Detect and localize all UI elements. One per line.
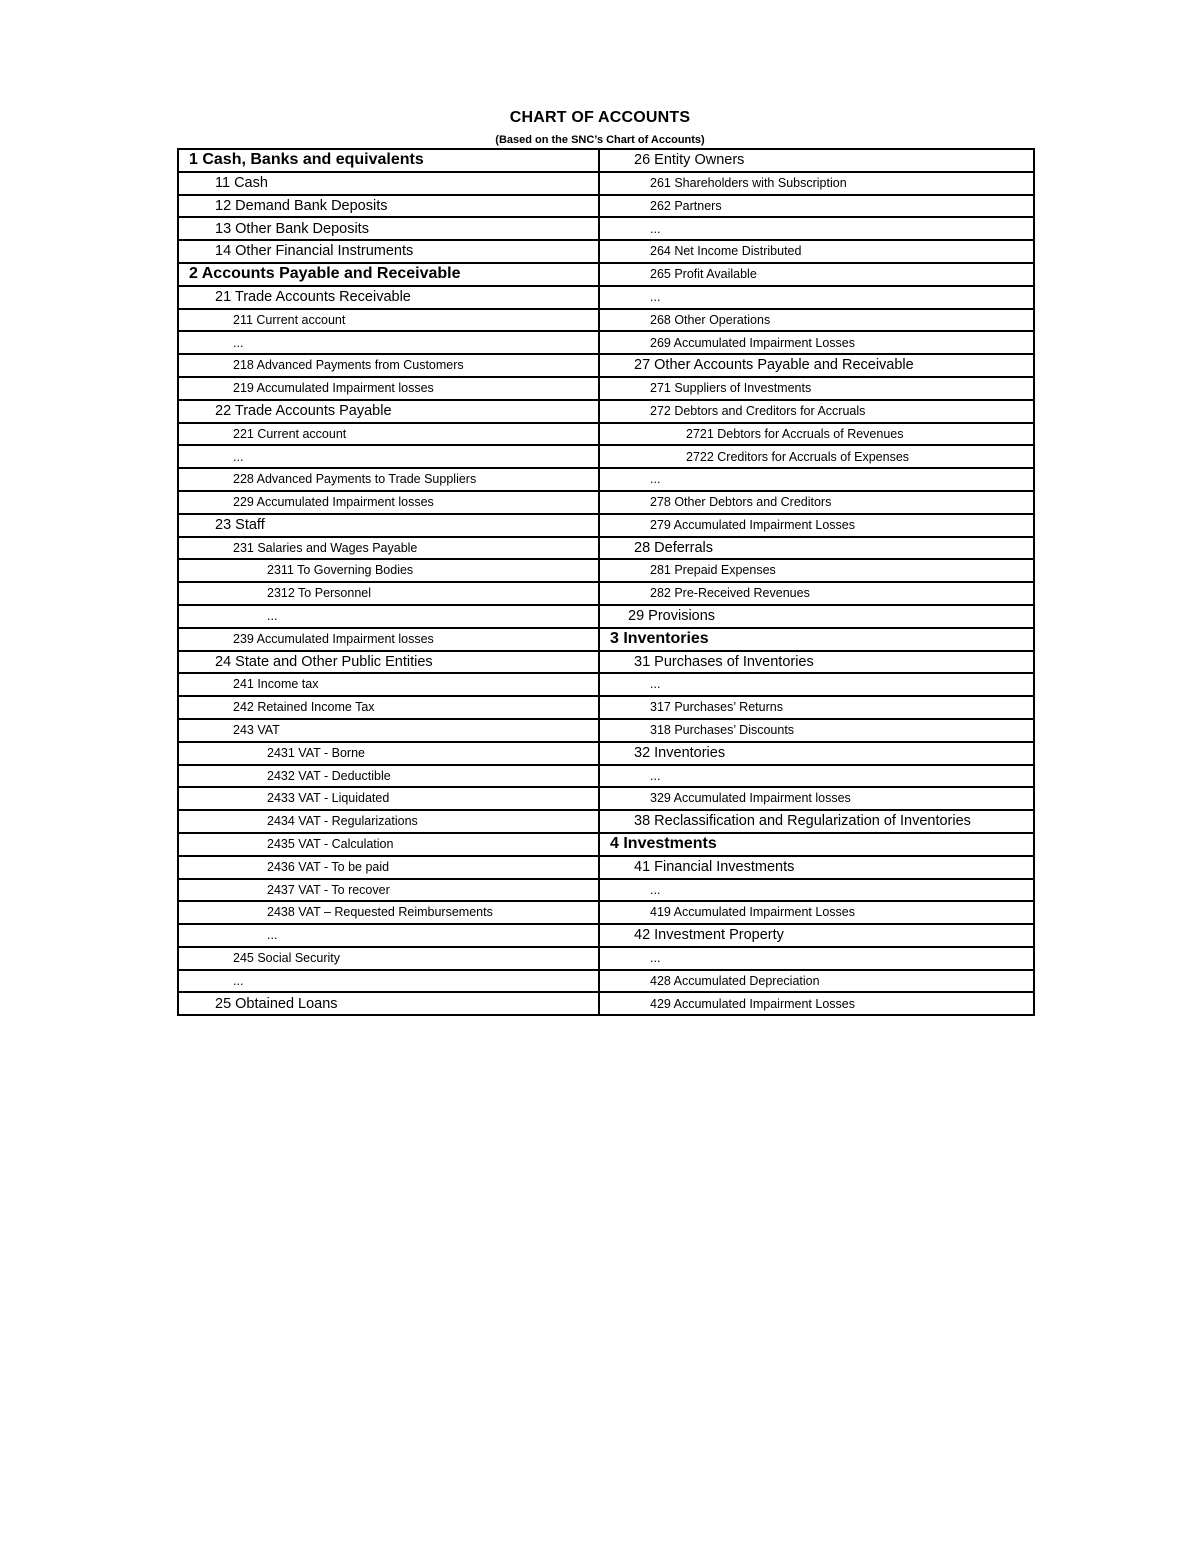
- account-cell-right: 38 Reclassification and Regularization of Inventories: [599, 810, 1034, 833]
- table-row: [178, 947, 1034, 970]
- account-cell-right: 265 Profit Available: [599, 263, 1034, 286]
- account-cell-left: 2432 VAT - Deductible: [178, 765, 599, 788]
- account-cell-left: 21 Trade Accounts Receivable: [178, 286, 599, 309]
- table-row: [178, 901, 1034, 924]
- account-cell-right: 278 Other Debtors and Creditors: [599, 491, 1034, 514]
- account-cell-left: 2433 VAT - Liquidated: [178, 787, 599, 810]
- table-row: [178, 423, 1034, 446]
- table-row: [178, 309, 1034, 332]
- account-cell-right: 41 Financial Investments: [599, 856, 1034, 879]
- table-row: [178, 537, 1034, 560]
- account-cell-left: 219 Accumulated Impairment losses: [178, 377, 599, 400]
- account-cell-right: ...: [599, 468, 1034, 491]
- table-row: [178, 810, 1034, 833]
- table-row: [178, 628, 1034, 651]
- account-cell-right: 281 Prepaid Expenses: [599, 559, 1034, 582]
- account-cell-right: ...: [599, 765, 1034, 788]
- account-cell-right: 318 Purchases’ Discounts: [599, 719, 1034, 742]
- account-cell-right: 264 Net Income Distributed: [599, 240, 1034, 263]
- account-cell-right: 28 Deferrals: [599, 537, 1034, 560]
- table-row: [178, 696, 1034, 719]
- account-cell-left: ...: [178, 445, 599, 468]
- account-cell-right: 329 Accumulated Impairment losses: [599, 787, 1034, 810]
- page-subtitle: (Based on the SNC’s Chart of Accounts): [495, 134, 705, 146]
- account-cell-right: 29 Provisions: [599, 605, 1034, 628]
- account-cell-left: 13 Other Bank Deposits: [178, 217, 599, 240]
- account-cell-left: 2438 VAT – Requested Reimbursements: [178, 901, 599, 924]
- table-row: [178, 787, 1034, 810]
- account-cell-left: 231 Salaries and Wages Payable: [178, 537, 599, 560]
- table-row: [178, 765, 1034, 788]
- account-cell-right: 269 Accumulated Impairment Losses: [599, 331, 1034, 354]
- account-cell-right: 428 Accumulated Depreciation: [599, 970, 1034, 993]
- table-row: [178, 377, 1034, 400]
- account-cell-left: ...: [178, 331, 599, 354]
- account-cell-right: 3 Inventories: [599, 628, 1034, 651]
- account-cell-right: 419 Accumulated Impairment Losses: [599, 901, 1034, 924]
- account-cell-left: 2312 To Personnel: [178, 582, 599, 605]
- account-cell-left: 11 Cash: [178, 172, 599, 195]
- account-cell-right: 272 Debtors and Creditors for Accruals: [599, 400, 1034, 423]
- account-cell-left: 241 Income tax: [178, 673, 599, 696]
- account-cell-right: 31 Purchases of Inventories: [599, 651, 1034, 674]
- account-cell-left: 12 Demand Bank Deposits: [178, 195, 599, 218]
- account-cell-right: ...: [599, 879, 1034, 902]
- account-cell-right: ...: [599, 286, 1034, 309]
- account-cell-right: ...: [599, 217, 1034, 240]
- table-row: [178, 992, 1034, 1015]
- table-row: [178, 217, 1034, 240]
- account-cell-right: 271 Suppliers of Investments: [599, 377, 1034, 400]
- page-title: CHART OF ACCOUNTS: [509, 109, 691, 126]
- account-cell-left: 211 Current account: [178, 309, 599, 332]
- account-cell-right: 4 Investments: [599, 833, 1034, 856]
- account-cell-left: 2431 VAT - Borne: [178, 742, 599, 765]
- table-row: [178, 833, 1034, 856]
- account-cell-right: 317 Purchases’ Returns: [599, 696, 1034, 719]
- account-cell-left: 2434 VAT - Regularizations: [178, 810, 599, 833]
- account-cell-left: 242 Retained Income Tax: [178, 696, 599, 719]
- account-cell-left: ...: [178, 924, 599, 947]
- table-row: [178, 514, 1034, 537]
- table-row: [178, 331, 1034, 354]
- account-cell-left: 229 Accumulated Impairment losses: [178, 491, 599, 514]
- account-cell-left: 221 Current account: [178, 423, 599, 446]
- account-cell-right: 279 Accumulated Impairment Losses: [599, 514, 1034, 537]
- accounts-table: [177, 148, 1035, 1016]
- account-cell-left: 24 State and Other Public Entities: [178, 651, 599, 674]
- table-row: [178, 879, 1034, 902]
- table-row: [178, 651, 1034, 674]
- account-cell-left: 243 VAT: [178, 719, 599, 742]
- account-cell-right: ...: [599, 947, 1034, 970]
- account-cell-left: 23 Staff: [178, 514, 599, 537]
- account-cell-right: ...: [599, 673, 1034, 696]
- account-cell-left: 2 Accounts Payable and Receivable: [178, 263, 599, 286]
- account-cell-right: 27 Other Accounts Payable and Receivable: [599, 354, 1034, 377]
- table-row: [178, 263, 1034, 286]
- table-row: [178, 286, 1034, 309]
- table-row: [178, 559, 1034, 582]
- account-cell-right: 282 Pre-Received Revenues: [599, 582, 1034, 605]
- account-cell-left: 2435 VAT - Calculation: [178, 833, 599, 856]
- table-row: [178, 468, 1034, 491]
- table-row: [178, 240, 1034, 263]
- account-cell-right: 268 Other Operations: [599, 309, 1034, 332]
- table-row: [178, 149, 1034, 172]
- account-cell-left: 22 Trade Accounts Payable: [178, 400, 599, 423]
- account-cell-right: 2722 Creditors for Accruals of Expenses: [599, 445, 1034, 468]
- account-cell-left: 2437 VAT - To recover: [178, 879, 599, 902]
- account-cell-left: 25 Obtained Loans: [178, 992, 599, 1015]
- table-row: [178, 195, 1034, 218]
- table-row: [178, 719, 1034, 742]
- account-cell-right: 32 Inventories: [599, 742, 1034, 765]
- table-row: [178, 856, 1034, 879]
- account-cell-right: 42 Investment Property: [599, 924, 1034, 947]
- account-cell-right: 26 Entity Owners: [599, 149, 1034, 172]
- account-cell-left: 2311 To Governing Bodies: [178, 559, 599, 582]
- account-cell-left: 218 Advanced Payments from Customers: [178, 354, 599, 377]
- account-cell-right: 262 Partners: [599, 195, 1034, 218]
- account-cell-left: ...: [178, 605, 599, 628]
- account-cell-left: 239 Accumulated Impairment losses: [178, 628, 599, 651]
- account-cell-left: 245 Social Security: [178, 947, 599, 970]
- table-row: [178, 970, 1034, 993]
- table-row: [178, 491, 1034, 514]
- table-row: [178, 742, 1034, 765]
- table-row: [178, 924, 1034, 947]
- table-row: [178, 605, 1034, 628]
- account-cell-left: 228 Advanced Payments to Trade Suppliers: [178, 468, 599, 491]
- table-row: [178, 400, 1034, 423]
- table-row: [178, 673, 1034, 696]
- table-row: [178, 445, 1034, 468]
- account-cell-left: 14 Other Financial Instruments: [178, 240, 599, 263]
- account-cell-right: 429 Accumulated Impairment Losses: [599, 992, 1034, 1015]
- account-cell-right: 2721 Debtors for Accruals of Revenues: [599, 423, 1034, 446]
- table-row: [178, 172, 1034, 195]
- account-cell-right: 261 Shareholders with Subscription: [599, 172, 1034, 195]
- account-cell-left: 2436 VAT - To be paid: [178, 856, 599, 879]
- account-cell-left: 1 Cash, Banks and equivalents: [178, 149, 599, 172]
- account-cell-left: ...: [178, 970, 599, 993]
- table-row: [178, 354, 1034, 377]
- table-row: [178, 582, 1034, 605]
